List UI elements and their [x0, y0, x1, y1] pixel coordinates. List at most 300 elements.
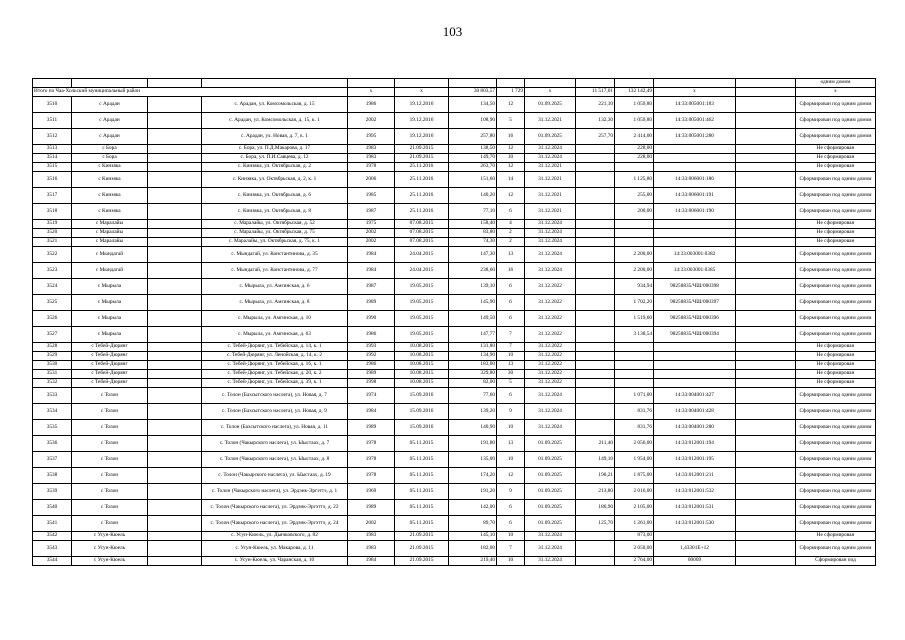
resettlement-date: 31.12.2022 — [525, 352, 576, 361]
cadastral-number — [654, 379, 736, 388]
resettlement-date: 31.12.2024 — [525, 541, 576, 557]
settlement: с Кинзяка — [72, 204, 148, 220]
cost-2: 2 200,00 — [615, 263, 654, 279]
cost-1: 211,40 — [576, 436, 615, 452]
residents: 9 — [497, 404, 525, 420]
resettlement-date: 01.09.2025 — [525, 468, 576, 484]
land-status: Не сформирован — [796, 361, 876, 370]
blank-col-2 — [736, 129, 796, 145]
blank-col — [148, 484, 202, 500]
resettlement-date: 31.12.2022 — [525, 311, 576, 327]
row-number: 3531 — [33, 370, 72, 379]
resettlement-date: 01.09.2025 — [525, 436, 576, 452]
row-number: 3535 — [33, 420, 72, 436]
land-status: Сформирован под одним домом — [796, 279, 876, 295]
cadastral-number — [654, 370, 736, 379]
residents: 16 — [497, 129, 525, 145]
resettlement-date: 31.12.2024 — [525, 420, 576, 436]
address: с. Кинзяка, ул. Октябрьская, д. 2, к. 1 — [202, 172, 348, 188]
resettlement-date: 01.09.2025 — [525, 500, 576, 516]
land-status: Сформирован под одним домом — [796, 172, 876, 188]
address: с. Мырыла, ул. Амгинская, д. 8 — [202, 295, 348, 311]
blank-col-2 — [736, 379, 796, 388]
blank-col — [148, 229, 202, 238]
blank-col-2 — [736, 420, 796, 436]
resettlement-date: 31.12.2022 — [525, 327, 576, 343]
address: с. Кинзяка, ул. Октябрьская, д. 6 — [202, 188, 348, 204]
cadastral-number: 98258835/ЧШ/000394 — [654, 327, 736, 343]
build-year: 1990 — [348, 311, 395, 327]
cadastral-number: 14:33:012001:211 — [654, 468, 736, 484]
total-area: 30 803,57 — [449, 88, 497, 97]
blank-col-2 — [736, 404, 796, 420]
cost-1 — [576, 541, 615, 557]
cost-2: 2 105,00 — [615, 500, 654, 516]
table-row — [33, 352, 876, 361]
recognition-date: 05.11.2015 — [395, 500, 449, 516]
blank-col-2 — [736, 229, 796, 238]
land-status: Не сформирован — [796, 532, 876, 541]
residents: 6 — [497, 279, 525, 295]
total-sum1: 11 517,01 — [576, 88, 615, 97]
resettlement-date: 31.12.2022 — [525, 295, 576, 311]
land-status: Сформирован под одним домом — [796, 436, 876, 452]
cost-1 — [576, 420, 615, 436]
land-status: Сформирован под одним домом — [796, 452, 876, 468]
total-row — [33, 88, 876, 97]
build-year: 1978 — [348, 452, 395, 468]
cadastral-number: 14:33:012001:195 — [654, 452, 736, 468]
settlement: с Маралайы — [72, 220, 148, 229]
cadastral-number: 14:33:004001:280 — [654, 420, 736, 436]
row-number: 3520 — [33, 229, 72, 238]
cost-2 — [615, 238, 654, 247]
area: 329,80 — [449, 370, 497, 379]
area: 83,80 — [449, 229, 497, 238]
row-number: 3515 — [33, 163, 72, 172]
land-status: Сформирован под одним домом — [796, 420, 876, 436]
blank-col — [148, 361, 202, 370]
residents: 6 — [497, 500, 525, 516]
total-status: x — [796, 88, 876, 97]
recognition-date: 21.09.2015 — [395, 154, 449, 163]
residents: 7 — [497, 343, 525, 352]
row-number: 3537 — [33, 452, 72, 468]
recognition-date: 10.08.2015 — [395, 343, 449, 352]
blank-col-2 — [736, 113, 796, 129]
settlement: с Мырыла — [72, 295, 148, 311]
address: с. Тебей-Дюрянг, ул. Тебейская, д. 14, к. 1 — [202, 343, 348, 352]
residents: 30 — [497, 370, 525, 379]
address: с. Толон (Бахсытского наслега), ул. Новая, д. 9 — [202, 404, 348, 420]
area: 145,90 — [449, 295, 497, 311]
row-number: 3519 — [33, 220, 72, 229]
cadastral-number: 14:33:006001:186 — [654, 172, 736, 188]
blank-col-2 — [736, 172, 796, 188]
cost-1 — [576, 163, 615, 172]
build-year: 1989 — [348, 295, 395, 311]
land-status: Сформирован под одним домом — [796, 188, 876, 204]
blank-col — [148, 113, 202, 129]
address: с. Мырыла, ул. Амгинская, д. 63 — [202, 327, 348, 343]
blank-col — [148, 352, 202, 361]
blank-col-2 — [736, 361, 796, 370]
residents: 7 — [497, 327, 525, 343]
row-number: 3527 — [33, 327, 72, 343]
table-row — [33, 204, 876, 220]
build-year: 1983 — [348, 145, 395, 154]
address: с. Бора, ул. П.Д.Макарова, д. 17 — [202, 145, 348, 154]
cost-1: 132,30 — [576, 113, 615, 129]
table-row — [33, 557, 876, 566]
total-plan-date: x — [525, 88, 576, 97]
blank-col — [148, 129, 202, 145]
land-status: Сформирован под одним домом — [796, 247, 876, 263]
resettlement-date: 31.12.2024 — [525, 247, 576, 263]
cost-2: 831,76 — [615, 420, 654, 436]
recognition-date: 05.11.2015 — [395, 436, 449, 452]
build-year: 1983 — [348, 541, 395, 557]
resettlement-date: 31.12.2024 — [525, 388, 576, 404]
table-row — [33, 238, 876, 247]
cost-2: 1 071,00 — [615, 388, 654, 404]
table-row — [33, 500, 876, 516]
cadastral-number: 98258835/ЧШ/000398 — [654, 279, 736, 295]
address: с. Арадан, ул. Комсомольская, д. 15, к. 1 — [202, 113, 348, 129]
cost-2 — [615, 379, 654, 388]
cost-1 — [576, 154, 615, 163]
cost-1 — [576, 370, 615, 379]
cost-1 — [576, 238, 615, 247]
settlement: с Толон — [72, 404, 148, 420]
cost-2: 200,00 — [615, 204, 654, 220]
blank-col — [148, 379, 202, 388]
blank-col-2 — [736, 541, 796, 557]
resettlement-date: 31.12.2021 — [525, 188, 576, 204]
cost-1 — [576, 188, 615, 204]
cost-2 — [615, 370, 654, 379]
land-status: Не сформирован — [796, 229, 876, 238]
row-number: 3516 — [33, 172, 72, 188]
land-status: Не сформирован — [796, 343, 876, 352]
cost-1: 149,10 — [576, 452, 615, 468]
settlement: с Толон — [72, 436, 148, 452]
area: 191,20 — [449, 484, 497, 500]
cost-1: 257,70 — [576, 129, 615, 145]
land-status: Сформирован под одним домом — [796, 311, 876, 327]
settlement: с Усун-Кюель — [72, 532, 148, 541]
settlement: с Толон — [72, 500, 148, 516]
row-number: 3532 — [33, 379, 72, 388]
land-status: Не сформирован — [796, 163, 876, 172]
cost-2 — [615, 163, 654, 172]
area: 151,60 — [449, 172, 497, 188]
resettlement-date: 31.12.2024 — [525, 154, 576, 163]
cadastral-number — [654, 532, 736, 541]
build-year: 2006 — [348, 172, 395, 188]
blank-col-2 — [736, 343, 796, 352]
blank-col-2 — [736, 263, 796, 279]
recognition-date: 21.09.2015 — [395, 145, 449, 154]
blank-col-2 — [736, 484, 796, 500]
cadastral-number — [654, 352, 736, 361]
build-year: 1978 — [348, 163, 395, 172]
area: 147,30 — [449, 247, 497, 263]
residents: 6 — [497, 516, 525, 532]
cadastral-number — [654, 361, 736, 370]
resettlement-date: 01.09.2025 — [525, 484, 576, 500]
address: с. Толон (Чакырского наслега), ул. Ыыстаах, д. 7 — [202, 436, 348, 452]
address: с. Тебей-Дюрянг, ул. Тебейская, д. 39, к. 1 — [202, 379, 348, 388]
land-status: Не сформирован — [796, 154, 876, 163]
row-number: 3539 — [33, 484, 72, 500]
blank-col — [148, 145, 202, 154]
residents: 10 — [497, 557, 525, 566]
cadastral-number: 14:33:005001:183 — [654, 97, 736, 113]
table-row — [33, 361, 876, 370]
area: 131,80 — [449, 343, 497, 352]
cadastral-number: 14:33:003001:0385 — [654, 263, 736, 279]
address: с. Мырыла, ул. Амгинская, д. 10 — [202, 311, 348, 327]
residents: 10 — [497, 352, 525, 361]
top-note-row — [33, 79, 876, 88]
cadastral-number: 14:33:004001:427 — [654, 388, 736, 404]
table-row — [33, 343, 876, 352]
residents: 6 — [497, 295, 525, 311]
row-number: 3522 — [33, 247, 72, 263]
address: с. Мындагай, ул. Константинова, д. 35 — [202, 247, 348, 263]
settlement: с Кинзяка — [72, 163, 148, 172]
cadastral-number: 14:33:005001:462 — [654, 113, 736, 129]
cost-2: 2 414,00 — [615, 129, 654, 145]
build-year: 1987 — [348, 279, 395, 295]
cost-2 — [615, 229, 654, 238]
recognition-date: 05.11.2015 — [395, 468, 449, 484]
land-status: Сформирован под одним домом — [796, 541, 876, 557]
blank-col — [148, 279, 202, 295]
build-year: 1969 — [348, 484, 395, 500]
settlement: с Маралайы — [72, 238, 148, 247]
blank-col-2 — [736, 188, 796, 204]
area: 158,40 — [449, 220, 497, 229]
resettlement-date: 31.12.2024 — [525, 238, 576, 247]
row-number: 3541 — [33, 516, 72, 532]
address: с. Толон (Чакырского наслега), ул. Эрдэнк-Эргэттэ, д. 22 — [202, 500, 348, 516]
address: с. Усун-Кюель, ул. Чаранская, д. 10 — [202, 557, 348, 566]
settlement: с Толон — [72, 388, 148, 404]
row-number: 3538 — [33, 468, 72, 484]
resettlement-date: 31.12.2021 — [525, 172, 576, 188]
blank-col — [148, 557, 202, 566]
blank-col-2 — [736, 468, 796, 484]
build-year: 1986 — [348, 97, 395, 113]
settlement: с Усун-Кюель — [72, 541, 148, 557]
cadastral-number: 14:33:012001:530 — [654, 516, 736, 532]
land-status: Сформирован под одним домом — [796, 327, 876, 343]
blank-col-2 — [736, 238, 796, 247]
blank-col-2 — [736, 247, 796, 263]
table-row — [33, 484, 876, 500]
cost-1: 125,70 — [576, 516, 615, 532]
row-number: 3523 — [33, 263, 72, 279]
address: с. Тебей-Дюрянг, ул. Тебейская, д. 16, к. 1 — [202, 361, 348, 370]
land-status: Не сформирован — [796, 352, 876, 361]
area: 82,00 — [449, 379, 497, 388]
address: с. Тебей-Дюрянг, ул. Ленойская, д. 14, к. 2 — [202, 352, 348, 361]
recognition-date: 19.12.2016 — [395, 129, 449, 145]
cost-1 — [576, 204, 615, 220]
land-status: Сформирован под одним домом — [796, 388, 876, 404]
build-year: 2002 — [348, 113, 395, 129]
blank-col-2 — [736, 352, 796, 361]
recognition-date: 21.09.2015 — [395, 532, 449, 541]
cost-2: 2 764,00 — [615, 557, 654, 566]
resettlement-date: 01.09.2025 — [525, 129, 576, 145]
build-year: 1984 — [348, 404, 395, 420]
settlement: с Тебей-Дюрянг — [72, 361, 148, 370]
total-sum2: 132 142,49 — [615, 88, 654, 97]
area: 74,30 — [449, 238, 497, 247]
recognition-date: 05.11.2015 — [395, 516, 449, 532]
cadastral-number: 14:33:012001:532 — [654, 484, 736, 500]
area: 139,20 — [449, 404, 497, 420]
cost-2: 255,00 — [615, 188, 654, 204]
area: 191,80 — [449, 436, 497, 452]
table-row — [33, 154, 876, 163]
build-year: 1989 — [348, 420, 395, 436]
address: с. Кинзяка, ул. Октябрьская, д. 2 — [202, 163, 348, 172]
settlement: с Мырыла — [72, 327, 148, 343]
cost-1 — [576, 361, 615, 370]
settlement: с Арадан — [72, 97, 148, 113]
table-row — [33, 468, 876, 484]
blank-col — [148, 263, 202, 279]
total-persons: 1 729 — [497, 88, 525, 97]
area: 174,20 — [449, 468, 497, 484]
recognition-date: 21.09.2015 — [395, 557, 449, 566]
blank-col-2 — [736, 163, 796, 172]
cost-1 — [576, 404, 615, 420]
resettlement-date: 31.12.2024 — [525, 229, 576, 238]
residents: 10 — [497, 452, 525, 468]
blank-col — [148, 404, 202, 420]
address: с. Толон (Бахсытского наслега), ул. Новая, д. 7 — [202, 388, 348, 404]
area: 77,60 — [449, 388, 497, 404]
blank-col — [148, 343, 202, 352]
resettlement-date: 31.12.2021 — [525, 113, 576, 129]
total-date: x — [395, 88, 449, 97]
row-number: 3536 — [33, 436, 72, 452]
resettlement-date: 31.12.2024 — [525, 263, 576, 279]
cost-2 — [615, 361, 654, 370]
table-row — [33, 436, 876, 452]
row-number: 3534 — [33, 404, 72, 420]
row-number: 3529 — [33, 352, 72, 361]
table-row — [33, 220, 876, 229]
residents: 12 — [497, 188, 525, 204]
settlement: с Толон — [72, 420, 148, 436]
recognition-date: 10.08.2015 — [395, 370, 449, 379]
top-note: одним домом — [796, 79, 876, 88]
cost-2: 1 059,80 — [615, 97, 654, 113]
blank-col-2 — [736, 388, 796, 404]
address: с. Мындагай, ул. Константинова, д. 77 — [202, 263, 348, 279]
cost-2 — [615, 220, 654, 229]
residents: 5 — [497, 379, 525, 388]
resettlement-date: 31.12.2022 — [525, 279, 576, 295]
area: 149,50 — [449, 311, 497, 327]
address: с. Тебей-Дюрянг, ул. Тебейская, д. 20, к. 2 — [202, 370, 348, 379]
cost-1 — [576, 263, 615, 279]
address: с. Арадан, ул. Комсомольская, д. 15 — [202, 97, 348, 113]
settlement: с Мырыла — [72, 279, 148, 295]
cadastral-number: 14:33:006001:190 — [654, 204, 736, 220]
recognition-date: 25.11.2016 — [395, 172, 449, 188]
area: 238,60 — [449, 263, 497, 279]
settlement: с Кинзяка — [72, 188, 148, 204]
build-year: 1983 — [348, 532, 395, 541]
row-number: 3511 — [33, 113, 72, 129]
cost-2 — [615, 343, 654, 352]
address: с. Толон (Бахсытского наслега), ул. Новая, д. 11 — [202, 420, 348, 436]
land-status: Сформирован под одним домом — [796, 484, 876, 500]
table-row — [33, 379, 876, 388]
blank-col — [148, 220, 202, 229]
table-row — [33, 279, 876, 295]
resettlement-date: 31.12.2021 — [525, 204, 576, 220]
cadastral-number — [654, 145, 736, 154]
row-number: 3510 — [33, 97, 72, 113]
cadastral-number: 14:33:006001:191 — [654, 188, 736, 204]
cost-1 — [576, 295, 615, 311]
build-year: 1978 — [348, 468, 395, 484]
residents: 12 — [497, 163, 525, 172]
cadastral-number — [654, 229, 736, 238]
residents: 9 — [497, 484, 525, 500]
recognition-date: 19.05.2015 — [395, 295, 449, 311]
blank-col — [148, 163, 202, 172]
recognition-date: 19.12.2016 — [395, 97, 449, 113]
table-row — [33, 388, 876, 404]
table-row — [33, 129, 876, 145]
area: 142,00 — [449, 500, 497, 516]
area: 135,00 — [449, 452, 497, 468]
table-row — [33, 172, 876, 188]
build-year: 1998 — [348, 379, 395, 388]
cost-2: 2 050,00 — [615, 541, 654, 557]
blank-col — [148, 532, 202, 541]
total-cadastral: x — [654, 88, 736, 97]
cost-1: 213,80 — [576, 484, 615, 500]
resettlement-date: 01.09.2025 — [525, 452, 576, 468]
build-year: 1989 — [348, 370, 395, 379]
recognition-date: 19.12.2016 — [395, 113, 449, 129]
recognition-date: 05.11.2015 — [395, 452, 449, 468]
build-year: 2002 — [348, 516, 395, 532]
recognition-date: 07.08.2015 — [395, 238, 449, 247]
address: с. Усун-Кюель, ул. Дьячковского, д. 82 — [202, 532, 348, 541]
settlement: с Тебей-Дюрянг — [72, 343, 148, 352]
area: 134,90 — [449, 352, 497, 361]
build-year: 2002 — [348, 229, 395, 238]
row-number: 3526 — [33, 311, 72, 327]
settlement: с Маралайы — [72, 229, 148, 238]
cost-2: 2 016,00 — [615, 484, 654, 500]
build-year: 1986 — [348, 327, 395, 343]
table-row — [33, 229, 876, 238]
residents: 6 — [497, 388, 525, 404]
settlement: с Бора — [72, 154, 148, 163]
